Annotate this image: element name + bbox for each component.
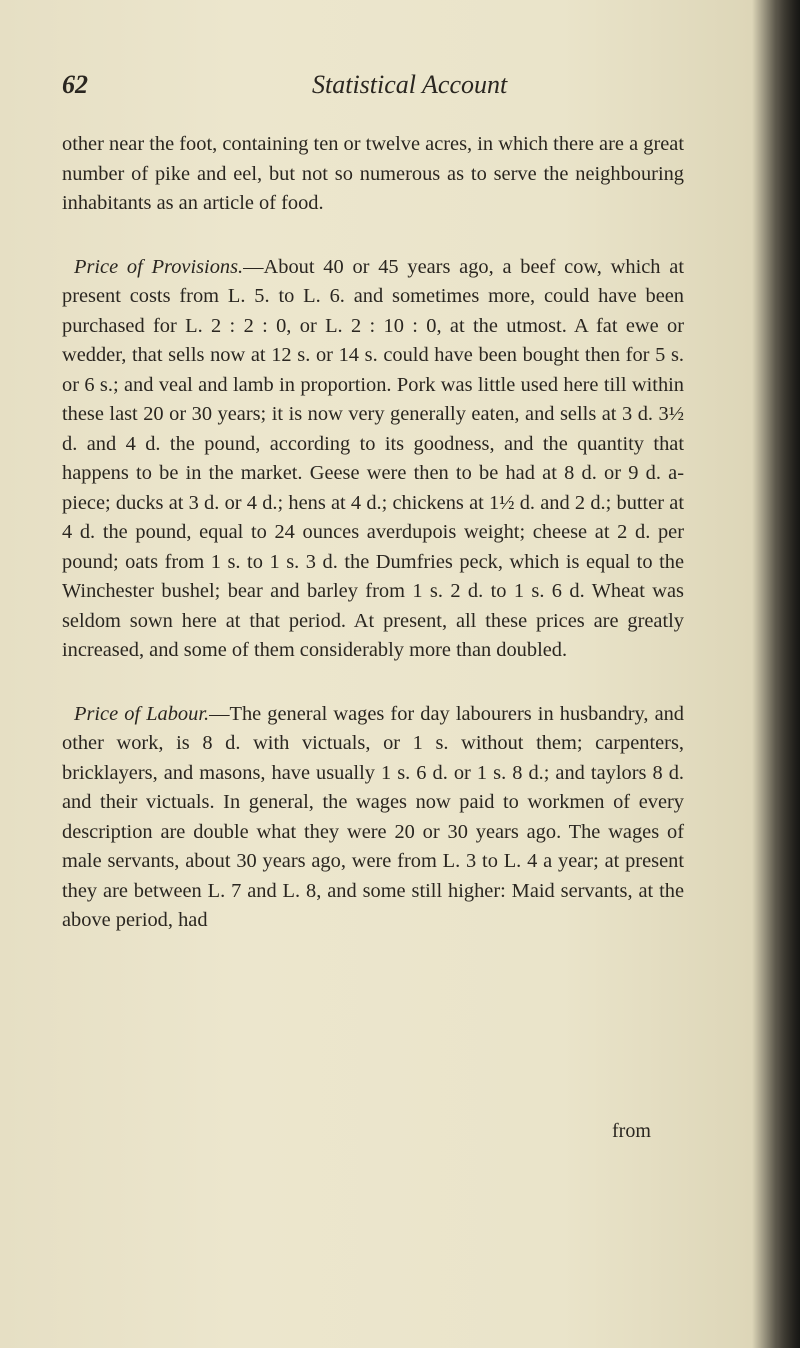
page-number: 62	[62, 70, 88, 99]
page-header	[62, 70, 682, 110]
paragraph-provisions	[62, 253, 684, 666]
paragraph-1-text: other near the foot, containing ten or twelve acres, in which there are a great number of pike and eel, but not so numerous as to serve the neighbouring inhabitants as an article of food.	[62, 133, 684, 214]
catchword: from	[612, 1120, 651, 1142]
paragraph-labour	[62, 700, 684, 936]
paragraph-gap	[62, 666, 684, 700]
body-text	[62, 130, 684, 936]
provisions-heading: Price of Provisions.	[74, 255, 244, 278]
labour-text: —The general wages for day labourers in husbandry, and other work, is 8 d. with victuals, or 1 s. without them; carpenters, bricklayers, and masons, have usually 1 s. 6 d. or 1 s. 8 d.; and taylors 8 d. and their victuals. In general, the wages now paid to workmen of every description are double what they were 20 or 30 years ago. The wages of male servants, about 30 years ago, were from L. 3 to L. 4 a year; at present they are between L. 7 and L. 8, and some still higher: Maid servants, at the above period, had	[62, 702, 685, 931]
provisions-text: —About 40 or 45 years ago, a beef cow, which at present costs from L. 5. to L. 6. and sometimes more, could have been purchased for L. 2 : 2 : 0, or L. 2 : 10 : 0, at the utmost. A fat ewe or wedder, that sells now at 12 s. or 14 s. could have been bought then for 5 s. or 6 s.; and veal and lamb in proportion. Pork was little used here till within these last 20 or 30 years; it is now very generally eaten, and sells at 3 d. 3½ d. and 4 d. the pound, according to its goodness, and the quantity that happens to be in the market. Geese were then to be had at 8 d. or 9 d. a-piece; ducks at 3 d. or 4 d.; hens at 4 d.; chickens at 1½ d. and 2 d.; butter at 4 d. the pound, equal to 24 ounces averdupois weight; cheese at 2 d. per pound; oats from 1 s. to 1 s. 3 d. the Dumfries peck, which is equal to the Winchester bushel; bear and barley from 1 s. 2 d. to 1 s. 6 d. Wheat was seldom sown here at that period. At present, all these prices are greatly increased, and some of them considerably more than doubled.	[62, 255, 684, 661]
labour-heading: Price of Labour.	[74, 702, 210, 725]
paragraph-gap	[62, 219, 684, 253]
paragraph-lakes	[62, 130, 684, 219]
page-edge-shadow	[778, 0, 800, 1348]
running-title: Statistical Account	[312, 70, 508, 99]
